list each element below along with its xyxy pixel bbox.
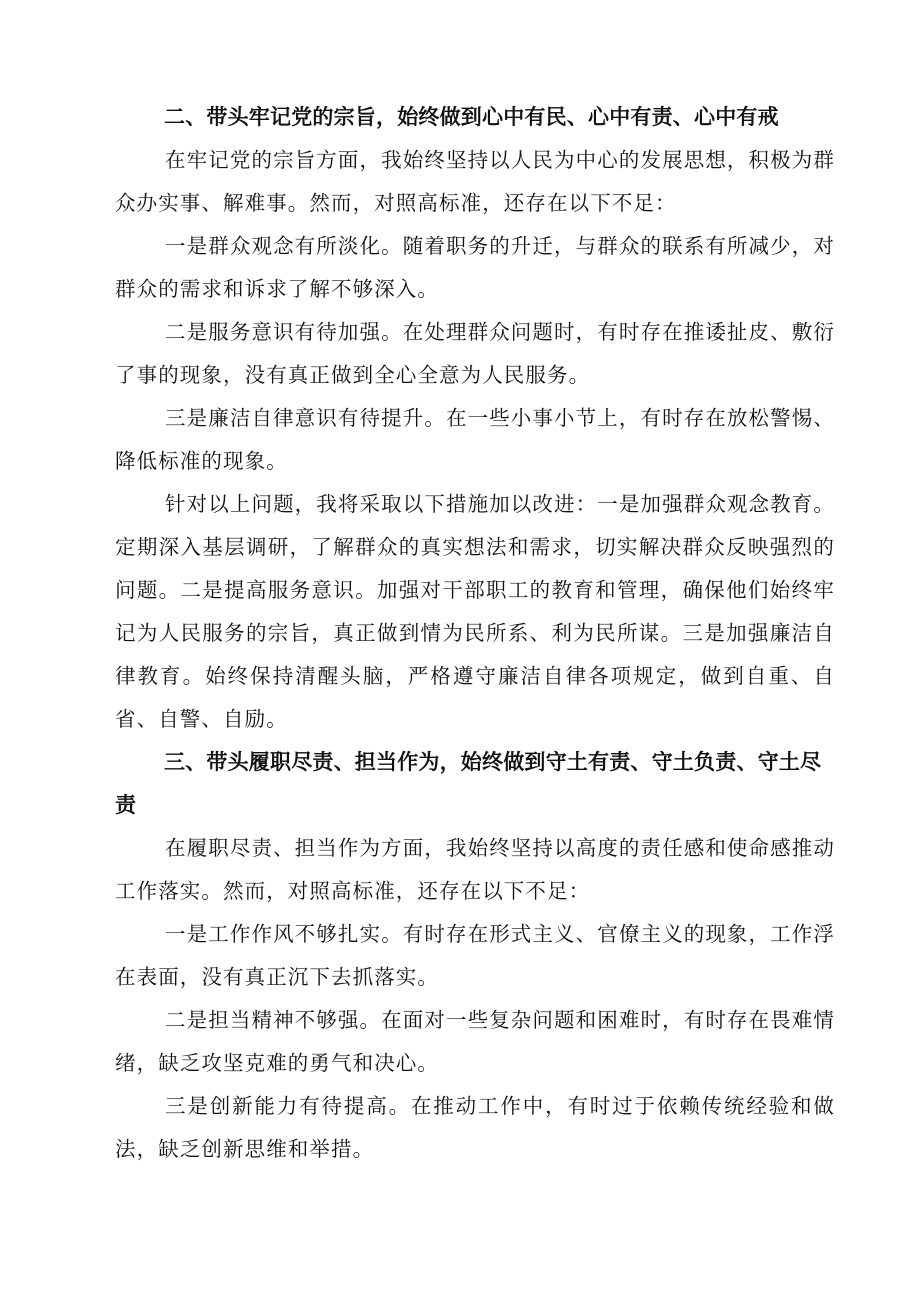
section-heading-2: 二、带头牢记党的宗旨，始终做到心中有民、心中有责、心中有戒: [164, 105, 779, 129]
section-heading-3: 三、带头履职尽责、担当作为，始终做到守土有责、守土负责、守土尽责: [115, 750, 822, 817]
paragraph: 三是创新能力有待提高。在推动工作中，有时过于依赖传统经验和做法，缺乏创新思维和举措。: [115, 1094, 835, 1161]
paragraph: 在牢记党的宗旨方面，我始终坚持以人民为中心的发展思想，积极为群众办实事、解难事。然而，对照高标准，还存在以下不足：: [115, 148, 835, 215]
paragraph: 二是服务意识有待加强。在处理群众问题时，有时存在推诿扯皮、敷衍了事的现象，没有真正做到全心全意为人民服务。: [115, 320, 835, 387]
paragraph: 一是工作作风不够扎实。有时存在形式主义、官僚主义的现象，工作浮在表面，没有真正沉下去抓落实。: [115, 922, 835, 989]
paragraph: 三是廉洁自律意识有待提升。在一些小事小节上，有时存在放松警惕、降低标准的现象。: [115, 406, 835, 473]
document-body: [115, 96, 835, 1171]
paragraph: 二是担当精神不够强。在面对一些复杂问题和困难时，有时存在畏难情绪，缺乏攻坚克难的勇气和决心。: [115, 1008, 835, 1075]
paragraph: 针对以上问题，我将采取以下措施加以改进：一是加强群众观念教育。定期深入基层调研，了解群众的真实想法和需求，切实解决群众反映强烈的问题。二是提高服务意识。加强对干部职工的教育和管理，确保他们始终牢记为人民服务的宗旨，真正做到情为民所系、利为民所谋。三是加强廉洁自律教育。始终保持清醒头脑，严格遵守廉洁自律各项规定，做到自重、自省、自警、自励。: [115, 492, 835, 731]
paragraph: 在履职尽责、担当作为方面，我始终坚持以高度的责任感和使命感推动工作落实。然而，对照高标准，还存在以下不足：: [115, 836, 835, 903]
paragraph: 一是群众观念有所淡化。随着职务的升迁，与群众的联系有所减少，对群众的需求和诉求了解不够深入。: [115, 234, 835, 301]
